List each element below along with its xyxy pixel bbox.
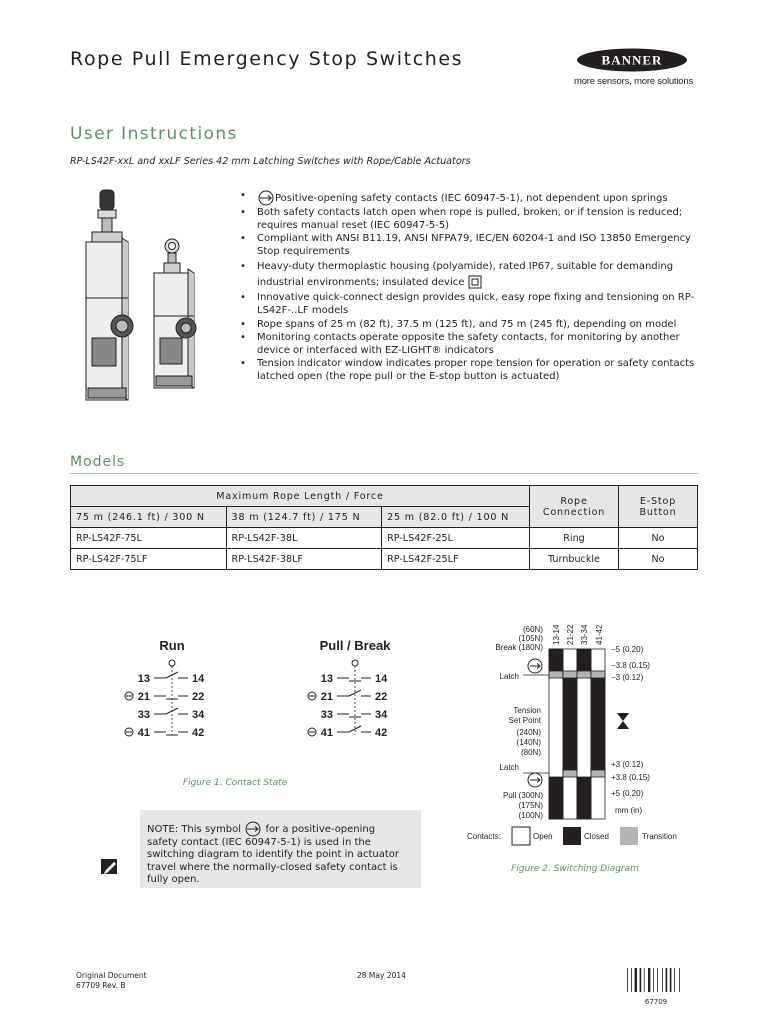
switching-diagram xyxy=(465,615,695,855)
feature-text: Heavy-duty thermoplastic housing (polyamide), rated IP67, suitable for demanding industrial environments; insulated device xyxy=(257,261,674,289)
barcode-bar xyxy=(662,968,663,992)
feature-text: Tension indicator window indicates proper rope tension for operation or safety contacts latched open (the rope pull or the E-stop button is actuated) xyxy=(257,358,695,382)
terminal-right: 34 xyxy=(192,709,205,721)
legend-transition-swatch xyxy=(620,827,638,845)
feature-text: Monitoring contacts operate opposite the safety contacts, for monitoring by another device or interfaced with EZ-LIGHT® indicators xyxy=(257,332,680,356)
figure-1-caption: Figure 1. Contact State xyxy=(182,778,288,788)
transition-segment xyxy=(563,671,577,678)
product-illustration xyxy=(78,188,218,403)
header-length-38: 38 m (124.7 ft) / 175 N xyxy=(226,507,382,528)
table-cell: Turnbuckle xyxy=(530,549,619,570)
note-text xyxy=(147,821,409,887)
column-label: 21-22 xyxy=(566,624,575,645)
header-rope-length: Maximum Rope Length / Force xyxy=(71,486,530,507)
header-rope-connection: Rope Connection xyxy=(530,486,619,528)
feature-text: Rope spans of 25 m (82 ft), 37.5 m (125 ft), and 75 m (245 ft), depending on model xyxy=(257,318,677,330)
barcode-bar xyxy=(640,968,642,992)
barcode-bar xyxy=(666,968,668,992)
terminal-left: 41 xyxy=(137,727,150,739)
table-cell: RP-LS42F-25L xyxy=(382,528,530,549)
terminal-left: 33 xyxy=(137,709,150,721)
section-title-user-instructions: User Instructions xyxy=(70,124,238,144)
note-prefix: NOTE: This symbol xyxy=(147,824,242,835)
transition-segment xyxy=(577,671,591,678)
travel-label: +5 (0.20) xyxy=(611,789,644,798)
feature-item xyxy=(236,207,706,232)
footer-document-info xyxy=(76,971,147,991)
terminal-left: 33 xyxy=(320,709,333,721)
note-body: for a positive-opening safety contact (IEC 60947-5-1) is used in the switching diagram to identify the point in actuator travel where the normally-closed safety contact is fully open. xyxy=(147,824,400,886)
terminal-right: 42 xyxy=(192,727,205,739)
barcode xyxy=(626,968,686,992)
table-cell: Ring xyxy=(530,528,619,549)
run-label: Run xyxy=(159,638,185,653)
barcode-bar xyxy=(627,968,628,992)
closed-segment xyxy=(549,777,563,819)
barcode-bar xyxy=(670,968,672,992)
contact-group-run xyxy=(125,660,205,739)
footer-date: 28 May 2014 xyxy=(357,971,406,980)
break-force-label: Break (180N) xyxy=(495,643,543,652)
barcode-bar xyxy=(653,968,654,992)
tension-set-point-marker xyxy=(617,713,629,729)
feature-item xyxy=(236,259,706,291)
feature-item xyxy=(236,292,706,317)
table-row xyxy=(71,549,698,570)
pull-break-label: Pull / Break xyxy=(319,638,391,653)
banner-logo xyxy=(572,48,692,90)
closed-segment xyxy=(549,649,563,671)
tension-label: (140N) xyxy=(516,738,541,747)
table-cell: RP-LS42F-25LF xyxy=(382,549,530,570)
contact-group-pull xyxy=(308,660,388,739)
latch-top-label: Latch xyxy=(499,672,519,681)
terminal-right: 14 xyxy=(375,673,388,685)
tension-label: Set Point xyxy=(508,716,541,725)
contact-state-diagram xyxy=(100,630,420,750)
feature-item xyxy=(236,358,706,383)
barcode-bar xyxy=(648,968,650,992)
series-description: RP-LS42F-xxL and xxLF Series 42 mm Latching Switches with Rope/Cable Actuators xyxy=(70,156,471,167)
closed-segment xyxy=(563,678,577,770)
actuator-node xyxy=(352,660,358,666)
travel-unit-label: mm (in) xyxy=(615,806,643,815)
barcode-bar xyxy=(679,968,680,992)
terminal-left: 13 xyxy=(320,673,333,685)
table-cell: RP-LS42F-75LF xyxy=(71,549,227,570)
note-pencil-icon xyxy=(100,856,120,876)
table-row xyxy=(71,528,698,549)
transition-segment xyxy=(563,770,577,777)
footer-doc-number: 67709 Rev. B xyxy=(76,981,126,990)
legend-open-swatch xyxy=(512,827,530,845)
barcode-bar xyxy=(635,968,637,992)
feature-text: Positive-opening safety contacts (IEC 60947-5-1), not dependent upon springs xyxy=(275,193,668,204)
legend-closed-swatch xyxy=(563,827,581,845)
terminal-left: 41 xyxy=(320,727,333,739)
pull-force-label: (175N) xyxy=(518,801,543,810)
header-length-75: 75 m (246.1 ft) / 300 N xyxy=(71,507,227,528)
feature-item xyxy=(236,332,706,357)
logo-tagline: more sensors, more solutions xyxy=(574,76,694,87)
transition-segment xyxy=(591,671,605,678)
tension-label: (240N) xyxy=(516,728,541,737)
positive-opening-icon xyxy=(244,821,262,837)
column-label: 13-14 xyxy=(552,624,561,645)
note-box xyxy=(140,810,421,888)
barcode-number: 67709 xyxy=(644,998,668,1006)
figure-2-caption: Figure 2. Switching Diagram xyxy=(511,864,639,874)
feature-item xyxy=(236,319,706,332)
legend-open-label: Open xyxy=(533,832,553,841)
feature-text: Both safety contacts latch open when rope is pulled, broken, or if tension is reduced; requires manual reset (IEC 60947-5-5) xyxy=(257,207,683,231)
feature-list xyxy=(236,190,706,385)
travel-label: −3 (0.12) xyxy=(611,673,644,682)
actuator-node xyxy=(169,660,175,666)
column-label: 33-34 xyxy=(580,624,589,645)
legend-contacts-label: Contacts: xyxy=(467,832,501,841)
feature-text: Innovative quick-connect design provides quick, easy rope fixing and tensioning on RP-LS42F-..LF models xyxy=(257,292,695,316)
models-divider xyxy=(70,473,698,474)
double-insulated-icon xyxy=(468,275,482,289)
table-cell: No xyxy=(619,528,698,549)
terminal-right: 22 xyxy=(192,691,205,703)
contact-open xyxy=(166,672,178,678)
feature-item xyxy=(236,233,706,258)
break-force-label: (105N) xyxy=(518,634,543,643)
latch-symbol-top xyxy=(528,659,542,673)
contact-open xyxy=(166,708,178,714)
table-cell: No xyxy=(619,549,698,570)
banner-logo-badge xyxy=(576,48,688,72)
barcode-bar xyxy=(657,968,658,992)
table-cell: RP-LS42F-75L xyxy=(71,528,227,549)
tension-label: Tension xyxy=(513,706,541,715)
terminal-left: 21 xyxy=(137,691,150,703)
transition-segment xyxy=(591,770,605,777)
table-header-row xyxy=(71,486,698,507)
terminal-right: 42 xyxy=(375,727,388,739)
barcode-bar xyxy=(644,968,645,992)
terminal-left: 13 xyxy=(137,673,150,685)
terminal-right: 14 xyxy=(192,673,205,685)
page-title: Rope Pull Emergency Stop Switches xyxy=(70,48,464,70)
closed-segment xyxy=(577,777,591,819)
models-table xyxy=(70,485,698,570)
transition-segment xyxy=(549,671,563,678)
latch-bottom-label: Latch xyxy=(499,763,519,772)
models-heading: Models xyxy=(70,454,126,470)
header-length-25: 25 m (82.0 ft) / 100 N xyxy=(382,507,530,528)
pull-force-label: (100N) xyxy=(518,811,543,820)
positive-opening-icon xyxy=(257,190,275,206)
closed-segment xyxy=(591,678,605,770)
tension-label: (80N) xyxy=(520,748,541,757)
barcode-bar xyxy=(631,968,632,992)
terminal-right: 34 xyxy=(375,709,388,721)
travel-label: +3.8 (0.15) xyxy=(611,773,650,782)
table-cell: RP-LS42F-38LF xyxy=(226,549,382,570)
pull-force-label: Pull (300N) xyxy=(502,791,543,800)
logo-text: BANNER xyxy=(601,52,663,68)
column-label: 41-42 xyxy=(595,624,604,645)
feature-item xyxy=(236,190,706,206)
travel-label: −3.8 (0.15) xyxy=(611,661,650,670)
terminal-right: 22 xyxy=(375,691,388,703)
terminal-left: 21 xyxy=(320,691,333,703)
feature-text: Compliant with ANSI B11.19, ANSI NFPA79, IEC/EN 60204-1 and ISO 13850 Emergency Stop requirements xyxy=(257,233,691,257)
legend-transition-label: Transition xyxy=(642,832,677,841)
travel-label: +3 (0.12) xyxy=(611,760,644,769)
travel-label: −5 (0.20) xyxy=(611,645,644,654)
break-force-label: (60N) xyxy=(522,625,543,634)
barcode-bar xyxy=(674,968,675,992)
closed-segment xyxy=(577,649,591,671)
table-cell: RP-LS42F-38L xyxy=(226,528,382,549)
latch-symbol-bottom xyxy=(528,773,542,787)
legend-closed-label: Closed xyxy=(584,832,609,841)
footer-original: Original Document xyxy=(76,971,147,980)
header-estop-button: E-Stop Button xyxy=(619,486,698,528)
